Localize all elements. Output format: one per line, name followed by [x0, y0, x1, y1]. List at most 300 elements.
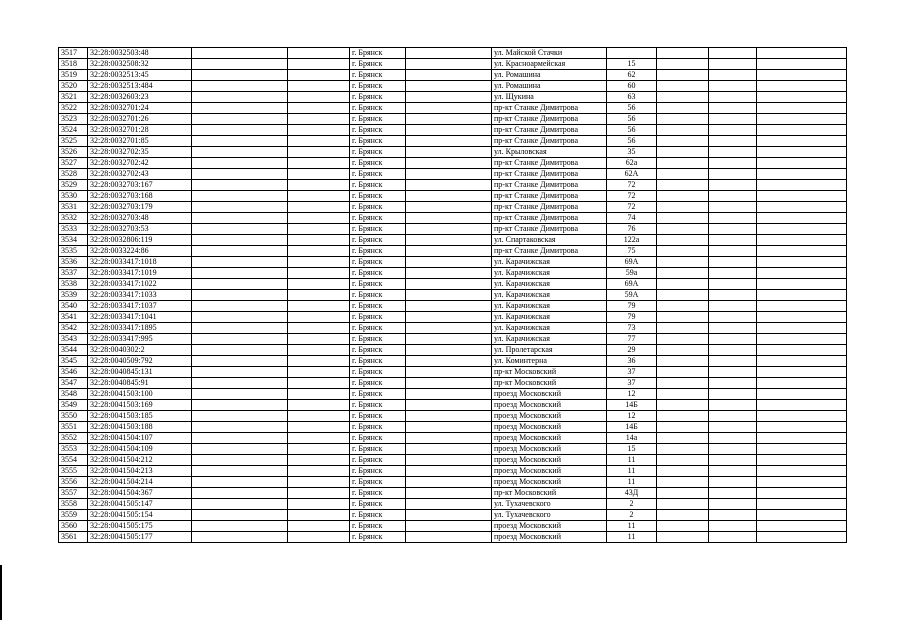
city-cell: г. Брянск: [350, 191, 406, 202]
street-cell: ул. Карачижская: [492, 334, 607, 345]
empty-col-3-cell: [192, 466, 288, 477]
table-row: [59, 213, 847, 224]
house-number-cell: 15: [607, 444, 657, 455]
table-row: [59, 455, 847, 466]
city-cell: г. Брянск: [350, 202, 406, 213]
empty-col-9-cell: [657, 334, 709, 345]
row-number-cell: 3542: [59, 323, 88, 334]
table-row: [59, 92, 847, 103]
empty-col-11-cell: [757, 411, 847, 422]
empty-col-9-cell: [657, 136, 709, 147]
empty-col-4-cell: [288, 400, 350, 411]
table-row: [59, 136, 847, 147]
empty-col-11-cell: [757, 125, 847, 136]
table-row: [59, 48, 847, 59]
table-row: [59, 532, 847, 543]
empty-col-4-cell: [288, 147, 350, 158]
table-row: [59, 312, 847, 323]
street-cell: пр-кт Станке Димитрова: [492, 103, 607, 114]
empty-col-10-cell: [709, 433, 757, 444]
empty-col-3-cell: [192, 169, 288, 180]
empty-col-6-cell: [406, 334, 492, 345]
empty-col-3-cell: [192, 224, 288, 235]
empty-col-4-cell: [288, 477, 350, 488]
street-cell: пр-кт Станке Димитрова: [492, 125, 607, 136]
house-number-cell: 11: [607, 477, 657, 488]
empty-col-9-cell: [657, 444, 709, 455]
cadastral-number-cell: 32:28:0032701:85: [88, 136, 192, 147]
empty-col-9-cell: [657, 532, 709, 543]
empty-col-4-cell: [288, 114, 350, 125]
row-number-cell: 3558: [59, 499, 88, 510]
empty-col-6-cell: [406, 81, 492, 92]
empty-col-10-cell: [709, 125, 757, 136]
table-row: [59, 103, 847, 114]
row-number-cell: 3529: [59, 180, 88, 191]
table-row: [59, 301, 847, 312]
cadastral-number-cell: 32:28:0033417:1022: [88, 279, 192, 290]
house-number-cell: 62: [607, 70, 657, 81]
table-row: [59, 279, 847, 290]
cadastral-number-cell: 32:28:0040302:2: [88, 345, 192, 356]
street-cell: ул. Карачижская: [492, 301, 607, 312]
empty-col-6-cell: [406, 290, 492, 301]
empty-col-10-cell: [709, 411, 757, 422]
street-cell: проезд Московский: [492, 444, 607, 455]
empty-col-10-cell: [709, 81, 757, 92]
empty-col-4-cell: [288, 125, 350, 136]
city-cell: г. Брянск: [350, 510, 406, 521]
empty-col-4-cell: [288, 499, 350, 510]
street-cell: пр-кт Станке Димитрова: [492, 114, 607, 125]
empty-col-3-cell: [192, 279, 288, 290]
empty-col-4-cell: [288, 136, 350, 147]
city-cell: г. Брянск: [350, 488, 406, 499]
cadastral-number-cell: 32:28:0041504:213: [88, 466, 192, 477]
house-number-cell: 11: [607, 532, 657, 543]
house-number-cell: 72: [607, 202, 657, 213]
row-number-cell: 3520: [59, 81, 88, 92]
table-row: [59, 125, 847, 136]
row-number-cell: 3532: [59, 213, 88, 224]
city-cell: г. Брянск: [350, 433, 406, 444]
house-number-cell: 14а: [607, 433, 657, 444]
empty-col-10-cell: [709, 59, 757, 70]
city-cell: г. Брянск: [350, 279, 406, 290]
empty-col-10-cell: [709, 114, 757, 125]
empty-col-6-cell: [406, 92, 492, 103]
row-number-cell: 3552: [59, 433, 88, 444]
empty-col-3-cell: [192, 103, 288, 114]
empty-col-11-cell: [757, 180, 847, 191]
empty-col-10-cell: [709, 455, 757, 466]
house-number-cell: 56: [607, 125, 657, 136]
city-cell: г. Брянск: [350, 466, 406, 477]
row-number-cell: 3523: [59, 114, 88, 125]
empty-col-3-cell: [192, 345, 288, 356]
empty-col-10-cell: [709, 202, 757, 213]
table-row: [59, 235, 847, 246]
table-row: [59, 169, 847, 180]
empty-col-11-cell: [757, 323, 847, 334]
empty-col-6-cell: [406, 257, 492, 268]
empty-col-9-cell: [657, 389, 709, 400]
empty-col-10-cell: [709, 466, 757, 477]
empty-col-10-cell: [709, 158, 757, 169]
empty-col-10-cell: [709, 356, 757, 367]
empty-col-6-cell: [406, 103, 492, 114]
cadastral-number-cell: 32:28:0032702:42: [88, 158, 192, 169]
empty-col-10-cell: [709, 92, 757, 103]
cadastral-number-cell: 32:28:0032701:24: [88, 103, 192, 114]
empty-col-10-cell: [709, 290, 757, 301]
empty-col-9-cell: [657, 246, 709, 257]
street-cell: ул. Пролетарская: [492, 345, 607, 356]
row-number-cell: 3528: [59, 169, 88, 180]
empty-col-3-cell: [192, 59, 288, 70]
street-cell: проезд Московский: [492, 422, 607, 433]
table-row: [59, 323, 847, 334]
empty-col-9-cell: [657, 521, 709, 532]
empty-col-3-cell: [192, 367, 288, 378]
empty-col-11-cell: [757, 499, 847, 510]
cadastral-number-cell: 32:28:0032701:28: [88, 125, 192, 136]
empty-col-4-cell: [288, 466, 350, 477]
empty-col-9-cell: [657, 268, 709, 279]
empty-col-4-cell: [288, 191, 350, 202]
empty-col-6-cell: [406, 191, 492, 202]
row-number-cell: 3560: [59, 521, 88, 532]
table-row: [59, 59, 847, 70]
empty-col-9-cell: [657, 81, 709, 92]
table-row: [59, 488, 847, 499]
empty-col-4-cell: [288, 312, 350, 323]
house-number-cell: 72: [607, 191, 657, 202]
empty-col-4-cell: [288, 103, 350, 114]
empty-col-11-cell: [757, 70, 847, 81]
empty-col-11-cell: [757, 224, 847, 235]
empty-col-3-cell: [192, 433, 288, 444]
house-number-cell: 122а: [607, 235, 657, 246]
empty-col-9-cell: [657, 213, 709, 224]
empty-col-9-cell: [657, 158, 709, 169]
city-cell: г. Брянск: [350, 213, 406, 224]
empty-col-4-cell: [288, 224, 350, 235]
empty-col-3-cell: [192, 92, 288, 103]
empty-col-4-cell: [288, 422, 350, 433]
cadastral-number-cell: 32:28:0032703:179: [88, 202, 192, 213]
empty-col-3-cell: [192, 268, 288, 279]
empty-col-4-cell: [288, 202, 350, 213]
table-row: [59, 378, 847, 389]
cadastral-number-cell: 32:28:0032703:53: [88, 224, 192, 235]
house-number-cell: 73: [607, 323, 657, 334]
empty-col-6-cell: [406, 180, 492, 191]
empty-col-6-cell: [406, 499, 492, 510]
empty-col-6-cell: [406, 422, 492, 433]
table-row: [59, 114, 847, 125]
table-row: [59, 224, 847, 235]
street-cell: проезд Московский: [492, 521, 607, 532]
table-row: [59, 268, 847, 279]
empty-col-4-cell: [288, 356, 350, 367]
empty-col-11-cell: [757, 422, 847, 433]
empty-col-6-cell: [406, 466, 492, 477]
empty-col-6-cell: [406, 400, 492, 411]
cadastral-number-cell: 32:28:0041504:212: [88, 455, 192, 466]
cadastral-number-cell: 32:28:0041504:109: [88, 444, 192, 455]
house-number-cell: 63: [607, 92, 657, 103]
empty-col-10-cell: [709, 532, 757, 543]
empty-col-3-cell: [192, 246, 288, 257]
street-cell: ул. Крыловская: [492, 147, 607, 158]
empty-col-4-cell: [288, 235, 350, 246]
empty-col-10-cell: [709, 246, 757, 257]
empty-col-10-cell: [709, 400, 757, 411]
table-row: [59, 499, 847, 510]
registry-body: [59, 48, 847, 543]
city-cell: г. Брянск: [350, 499, 406, 510]
cadastral-number-cell: 32:28:0033417:1019: [88, 268, 192, 279]
empty-col-4-cell: [288, 92, 350, 103]
empty-col-3-cell: [192, 400, 288, 411]
row-number-cell: 3551: [59, 422, 88, 433]
empty-col-9-cell: [657, 455, 709, 466]
empty-col-6-cell: [406, 213, 492, 224]
empty-col-10-cell: [709, 136, 757, 147]
empty-col-9-cell: [657, 224, 709, 235]
empty-col-3-cell: [192, 389, 288, 400]
empty-col-4-cell: [288, 532, 350, 543]
empty-col-9-cell: [657, 235, 709, 246]
city-cell: г. Брянск: [350, 422, 406, 433]
empty-col-11-cell: [757, 279, 847, 290]
empty-col-10-cell: [709, 169, 757, 180]
street-cell: пр-кт Станке Димитрова: [492, 180, 607, 191]
empty-col-6-cell: [406, 532, 492, 543]
house-number-cell: 37: [607, 367, 657, 378]
empty-col-11-cell: [757, 59, 847, 70]
empty-col-10-cell: [709, 345, 757, 356]
empty-col-3-cell: [192, 180, 288, 191]
city-cell: г. Брянск: [350, 323, 406, 334]
empty-col-10-cell: [709, 48, 757, 59]
street-cell: проезд Московский: [492, 477, 607, 488]
empty-col-9-cell: [657, 92, 709, 103]
empty-col-11-cell: [757, 510, 847, 521]
empty-col-11-cell: [757, 114, 847, 125]
row-number-cell: 3533: [59, 224, 88, 235]
empty-col-3-cell: [192, 191, 288, 202]
house-number-cell: 12: [607, 389, 657, 400]
empty-col-10-cell: [709, 510, 757, 521]
row-number-cell: 3541: [59, 312, 88, 323]
street-cell: пр-кт Московский: [492, 367, 607, 378]
empty-col-4-cell: [288, 345, 350, 356]
empty-col-11-cell: [757, 235, 847, 246]
city-cell: г. Брянск: [350, 455, 406, 466]
empty-col-3-cell: [192, 147, 288, 158]
empty-col-9-cell: [657, 499, 709, 510]
street-cell: проезд Московский: [492, 411, 607, 422]
cadastral-number-cell: 32:28:0032703:168: [88, 191, 192, 202]
empty-col-9-cell: [657, 180, 709, 191]
empty-col-11-cell: [757, 334, 847, 345]
empty-col-4-cell: [288, 180, 350, 191]
city-cell: г. Брянск: [350, 400, 406, 411]
empty-col-9-cell: [657, 114, 709, 125]
table-row: [59, 334, 847, 345]
table-row: [59, 180, 847, 191]
empty-col-4-cell: [288, 411, 350, 422]
empty-col-3-cell: [192, 411, 288, 422]
house-number-cell: 79: [607, 312, 657, 323]
row-number-cell: 3531: [59, 202, 88, 213]
empty-col-6-cell: [406, 521, 492, 532]
house-number-cell: 11: [607, 466, 657, 477]
house-number-cell: 35: [607, 147, 657, 158]
empty-col-9-cell: [657, 103, 709, 114]
empty-col-11-cell: [757, 532, 847, 543]
empty-col-4-cell: [288, 444, 350, 455]
row-number-cell: 3526: [59, 147, 88, 158]
empty-col-9-cell: [657, 488, 709, 499]
empty-col-6-cell: [406, 202, 492, 213]
empty-col-3-cell: [192, 257, 288, 268]
empty-col-6-cell: [406, 158, 492, 169]
empty-col-6-cell: [406, 125, 492, 136]
empty-col-10-cell: [709, 279, 757, 290]
empty-col-11-cell: [757, 191, 847, 202]
city-cell: г. Брянск: [350, 301, 406, 312]
cadastral-number-cell: 32:28:0041503:169: [88, 400, 192, 411]
empty-col-6-cell: [406, 367, 492, 378]
street-cell: пр-кт Станке Димитрова: [492, 191, 607, 202]
city-cell: г. Брянск: [350, 158, 406, 169]
empty-col-3-cell: [192, 499, 288, 510]
row-number-cell: 3519: [59, 70, 88, 81]
empty-col-6-cell: [406, 268, 492, 279]
cadastral-number-cell: 32:28:0032806:119: [88, 235, 192, 246]
empty-col-4-cell: [288, 48, 350, 59]
house-number-cell: 29: [607, 345, 657, 356]
empty-col-10-cell: [709, 191, 757, 202]
city-cell: г. Брянск: [350, 268, 406, 279]
city-cell: г. Брянск: [350, 378, 406, 389]
empty-col-3-cell: [192, 510, 288, 521]
street-cell: пр-кт Станке Димитрова: [492, 224, 607, 235]
empty-col-6-cell: [406, 147, 492, 158]
table-row: [59, 411, 847, 422]
empty-col-4-cell: [288, 257, 350, 268]
empty-col-4-cell: [288, 81, 350, 92]
row-number-cell: 3548: [59, 389, 88, 400]
empty-col-10-cell: [709, 312, 757, 323]
street-cell: пр-кт Станке Димитрова: [492, 202, 607, 213]
table-row: [59, 444, 847, 455]
empty-col-4-cell: [288, 268, 350, 279]
house-number-cell: 36: [607, 356, 657, 367]
empty-col-11-cell: [757, 367, 847, 378]
empty-col-3-cell: [192, 70, 288, 81]
cadastral-number-cell: 32:28:0033417:1033: [88, 290, 192, 301]
cadastral-number-cell: 32:28:0040845:91: [88, 378, 192, 389]
empty-col-3-cell: [192, 356, 288, 367]
empty-col-3-cell: [192, 422, 288, 433]
house-number-cell: 56: [607, 103, 657, 114]
empty-col-6-cell: [406, 345, 492, 356]
empty-col-11-cell: [757, 477, 847, 488]
city-cell: г. Брянск: [350, 411, 406, 422]
empty-col-9-cell: [657, 510, 709, 521]
empty-col-4-cell: [288, 290, 350, 301]
empty-col-4-cell: [288, 488, 350, 499]
empty-col-11-cell: [757, 356, 847, 367]
house-number-cell: 2: [607, 510, 657, 521]
house-number-cell: 59А: [607, 290, 657, 301]
empty-col-3-cell: [192, 213, 288, 224]
table-row: [59, 510, 847, 521]
street-cell: ул. Карачижская: [492, 290, 607, 301]
cadastral-number-cell: 32:28:0041505:147: [88, 499, 192, 510]
house-number-cell: 15: [607, 59, 657, 70]
empty-col-4-cell: [288, 323, 350, 334]
empty-col-6-cell: [406, 312, 492, 323]
row-number-cell: 3546: [59, 367, 88, 378]
table-row: [59, 81, 847, 92]
table-row: [59, 202, 847, 213]
empty-col-10-cell: [709, 235, 757, 246]
street-cell: ул. Красноармейская: [492, 59, 607, 70]
house-number-cell: 14Б: [607, 422, 657, 433]
empty-col-11-cell: [757, 312, 847, 323]
empty-col-6-cell: [406, 477, 492, 488]
city-cell: г. Брянск: [350, 92, 406, 103]
empty-col-4-cell: [288, 70, 350, 81]
cadastral-number-cell: 32:28:0033417:995: [88, 334, 192, 345]
empty-col-3-cell: [192, 158, 288, 169]
empty-col-11-cell: [757, 257, 847, 268]
empty-col-10-cell: [709, 521, 757, 532]
city-cell: г. Брянск: [350, 59, 406, 70]
street-cell: пр-кт Станке Димитрова: [492, 136, 607, 147]
empty-col-10-cell: [709, 334, 757, 345]
empty-col-10-cell: [709, 70, 757, 81]
city-cell: г. Брянск: [350, 367, 406, 378]
empty-col-6-cell: [406, 169, 492, 180]
empty-col-10-cell: [709, 499, 757, 510]
street-cell: ул. Карачижская: [492, 279, 607, 290]
city-cell: г. Брянск: [350, 103, 406, 114]
empty-col-3-cell: [192, 455, 288, 466]
empty-col-11-cell: [757, 389, 847, 400]
cadastral-number-cell: 32:28:0040509:792: [88, 356, 192, 367]
cadastral-number-cell: 32:28:0033417:1037: [88, 301, 192, 312]
empty-col-4-cell: [288, 389, 350, 400]
empty-col-10-cell: [709, 422, 757, 433]
house-number-cell: 62А: [607, 169, 657, 180]
empty-col-9-cell: [657, 378, 709, 389]
empty-col-11-cell: [757, 521, 847, 532]
city-cell: г. Брянск: [350, 477, 406, 488]
empty-col-9-cell: [657, 125, 709, 136]
empty-col-11-cell: [757, 103, 847, 114]
table-row: [59, 246, 847, 257]
empty-col-3-cell: [192, 48, 288, 59]
house-number-cell: 11: [607, 455, 657, 466]
empty-col-4-cell: [288, 246, 350, 257]
cadastral-number-cell: 32:28:0040845:131: [88, 367, 192, 378]
